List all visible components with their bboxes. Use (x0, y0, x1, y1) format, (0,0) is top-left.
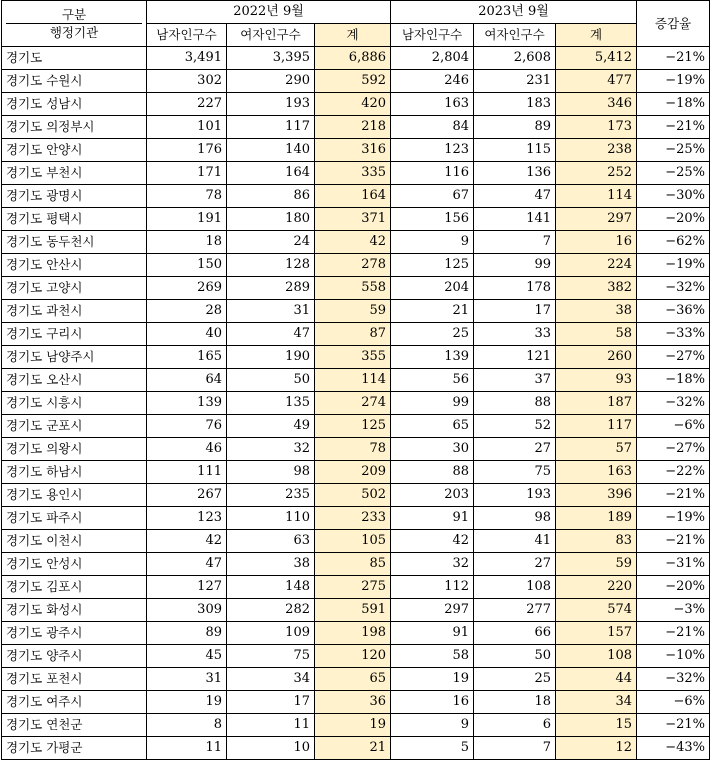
cell-male-2023: 204 (391, 277, 474, 300)
cell-male-2023: 65 (391, 415, 474, 438)
cell-female-2022: 135 (227, 392, 315, 415)
cell-total-2022: 85 (315, 553, 391, 576)
cell-male-2022: 269 (147, 277, 227, 300)
cell-change-rate: −36% (637, 300, 710, 323)
cell-male-2023: 297 (391, 599, 474, 622)
cell-total-2023: 157 (556, 622, 637, 645)
table-row (2, 668, 710, 691)
cell-total-2023: 220 (556, 576, 637, 599)
cell-total-2022: 59 (315, 300, 391, 323)
cell-female-2023: 2,608 (474, 47, 556, 70)
cell-total-2023: 163 (556, 461, 637, 484)
header-row-1 (2, 1, 710, 24)
cell-agency: 경기도 하남시 (2, 461, 147, 484)
cell-total-2023: 5,412 (556, 47, 637, 70)
table-row (2, 392, 710, 415)
cell-total-2022: 275 (315, 576, 391, 599)
cell-female-2023: 115 (474, 139, 556, 162)
cell-female-2022: 98 (227, 461, 315, 484)
cell-male-2022: 28 (147, 300, 227, 323)
cell-total-2023: 114 (556, 185, 637, 208)
cell-male-2023: 91 (391, 622, 474, 645)
cell-total-2022: 105 (315, 530, 391, 553)
cell-female-2022: 63 (227, 530, 315, 553)
cell-agency: 경기도 의왕시 (2, 438, 147, 461)
cell-change-rate: −6% (637, 691, 710, 714)
cell-agency: 경기도 광주시 (2, 622, 147, 645)
cell-total-2022: 233 (315, 507, 391, 530)
cell-change-rate: −27% (637, 346, 710, 369)
cell-total-2022: 36 (315, 691, 391, 714)
cell-male-2022: 40 (147, 323, 227, 346)
cell-total-2023: 382 (556, 277, 637, 300)
cell-male-2022: 171 (147, 162, 227, 185)
cell-agency: 경기도 남양주시 (2, 346, 147, 369)
table-row (2, 116, 710, 139)
cell-agency: 경기도 연천군 (2, 714, 147, 737)
cell-female-2023: 6 (474, 714, 556, 737)
table-row (2, 139, 710, 162)
cell-male-2022: 165 (147, 346, 227, 369)
cell-change-rate: −18% (637, 93, 710, 116)
cell-change-rate: −3% (637, 599, 710, 622)
cell-female-2023: 193 (474, 484, 556, 507)
cell-male-2022: 64 (147, 369, 227, 392)
table-row (2, 691, 710, 714)
cell-male-2023: 25 (391, 323, 474, 346)
cell-total-2022: 274 (315, 392, 391, 415)
cell-male-2023: 163 (391, 93, 474, 116)
cell-change-rate: −21% (637, 714, 710, 737)
cell-agency: 경기도 이천시 (2, 530, 147, 553)
cell-total-2022: 371 (315, 208, 391, 231)
table-row (2, 277, 710, 300)
cell-female-2022: 128 (227, 254, 315, 277)
cell-female-2023: 277 (474, 599, 556, 622)
cell-female-2022: 110 (227, 507, 315, 530)
cell-change-rate: −27% (637, 438, 710, 461)
table-row (2, 346, 710, 369)
cell-total-2022: 21 (315, 737, 391, 760)
cell-male-2023: 58 (391, 645, 474, 668)
cell-female-2023: 27 (474, 438, 556, 461)
cell-total-2023: 34 (556, 691, 637, 714)
cell-total-2022: 420 (315, 93, 391, 116)
cell-change-rate: −32% (637, 277, 710, 300)
cell-male-2022: 139 (147, 392, 227, 415)
cell-male-2022: 42 (147, 530, 227, 553)
cell-female-2022: 24 (227, 231, 315, 254)
cell-total-2022: 591 (315, 599, 391, 622)
cell-female-2022: 117 (227, 116, 315, 139)
cell-change-rate: −21% (637, 530, 710, 553)
cell-agency: 경기도 부천시 (2, 162, 147, 185)
cell-female-2022: 282 (227, 599, 315, 622)
cell-male-2022: 227 (147, 93, 227, 116)
cell-total-2023: 16 (556, 231, 637, 254)
cell-change-rate: −25% (637, 162, 710, 185)
cell-female-2023: 231 (474, 70, 556, 93)
table-row (2, 461, 710, 484)
table-row (2, 185, 710, 208)
cell-female-2022: 11 (227, 714, 315, 737)
cell-total-2022: 65 (315, 668, 391, 691)
table-row (2, 507, 710, 530)
cell-change-rate: −20% (637, 208, 710, 231)
cell-female-2023: 88 (474, 392, 556, 415)
cell-male-2023: 125 (391, 254, 474, 277)
cell-female-2022: 109 (227, 622, 315, 645)
cell-total-2023: 117 (556, 415, 637, 438)
cell-agency: 경기도 평택시 (2, 208, 147, 231)
cell-male-2023: 19 (391, 668, 474, 691)
cell-male-2022: 45 (147, 645, 227, 668)
table-row (2, 530, 710, 553)
cell-male-2023: 42 (391, 530, 474, 553)
header-2023: 2023년 9월 (391, 1, 637, 24)
cell-change-rate: −30% (637, 185, 710, 208)
cell-change-rate: −21% (637, 622, 710, 645)
cell-change-rate: −62% (637, 231, 710, 254)
cell-male-2023: 84 (391, 116, 474, 139)
cell-male-2022: 111 (147, 461, 227, 484)
cell-total-2023: 260 (556, 346, 637, 369)
cell-agency: 경기도 김포시 (2, 576, 147, 599)
cell-total-2023: 346 (556, 93, 637, 116)
cell-male-2023: 67 (391, 185, 474, 208)
cell-female-2023: 27 (474, 553, 556, 576)
cell-agency: 경기도 양주시 (2, 645, 147, 668)
cell-total-2022: 6,886 (315, 47, 391, 70)
cell-female-2022: 148 (227, 576, 315, 599)
cell-female-2023: 37 (474, 369, 556, 392)
cell-total-2023: 238 (556, 139, 637, 162)
header-total-2023: 계 (556, 24, 637, 47)
cell-total-2023: 83 (556, 530, 637, 553)
cell-male-2022: 123 (147, 507, 227, 530)
table-row (2, 484, 710, 507)
cell-agency: 경기도 수원시 (2, 70, 147, 93)
cell-change-rate: −31% (637, 553, 710, 576)
cell-female-2022: 235 (227, 484, 315, 507)
cell-female-2023: 25 (474, 668, 556, 691)
cell-male-2023: 203 (391, 484, 474, 507)
cell-change-rate: −20% (637, 576, 710, 599)
header-total-2022: 계 (315, 24, 391, 47)
header-female-2022: 여자인구수 (227, 24, 315, 47)
table-row (2, 254, 710, 277)
cell-total-2022: 164 (315, 185, 391, 208)
cell-female-2023: 89 (474, 116, 556, 139)
cell-change-rate: −10% (637, 645, 710, 668)
cell-agency: 경기도 용인시 (2, 484, 147, 507)
cell-male-2023: 2,804 (391, 47, 474, 70)
cell-female-2022: 3,395 (227, 47, 315, 70)
cell-female-2023: 18 (474, 691, 556, 714)
cell-agency: 경기도 파주시 (2, 507, 147, 530)
cell-change-rate: −33% (637, 323, 710, 346)
cell-male-2022: 46 (147, 438, 227, 461)
cell-total-2023: 44 (556, 668, 637, 691)
cell-female-2023: 7 (474, 737, 556, 760)
cell-female-2022: 86 (227, 185, 315, 208)
cell-male-2022: 31 (147, 668, 227, 691)
cell-total-2023: 477 (556, 70, 637, 93)
cell-total-2023: 93 (556, 369, 637, 392)
cell-female-2023: 52 (474, 415, 556, 438)
cell-total-2023: 252 (556, 162, 637, 185)
cell-change-rate: −21% (637, 47, 710, 70)
cell-total-2022: 78 (315, 438, 391, 461)
cell-male-2022: 18 (147, 231, 227, 254)
cell-male-2022: 8 (147, 714, 227, 737)
cell-female-2023: 121 (474, 346, 556, 369)
cell-total-2022: 558 (315, 277, 391, 300)
cell-male-2023: 246 (391, 70, 474, 93)
cell-total-2022: 335 (315, 162, 391, 185)
cell-female-2022: 31 (227, 300, 315, 323)
cell-agency: 경기도 성남시 (2, 93, 147, 116)
header-category-agency (2, 1, 147, 47)
cell-female-2023: 41 (474, 530, 556, 553)
cell-total-2022: 87 (315, 323, 391, 346)
cell-male-2022: 78 (147, 185, 227, 208)
cell-female-2022: 47 (227, 323, 315, 346)
cell-female-2022: 75 (227, 645, 315, 668)
cell-total-2023: 189 (556, 507, 637, 530)
table-row (2, 70, 710, 93)
cell-male-2023: 56 (391, 369, 474, 392)
cell-female-2022: 38 (227, 553, 315, 576)
cell-female-2023: 17 (474, 300, 556, 323)
cell-male-2022: 19 (147, 691, 227, 714)
cell-total-2022: 209 (315, 461, 391, 484)
cell-female-2023: 183 (474, 93, 556, 116)
table-row (2, 645, 710, 668)
cell-agency: 경기도 군포시 (2, 415, 147, 438)
cell-agency: 경기도 (2, 47, 147, 70)
cell-female-2022: 49 (227, 415, 315, 438)
cell-female-2022: 140 (227, 139, 315, 162)
cell-male-2022: 89 (147, 622, 227, 645)
table-row (2, 714, 710, 737)
cell-male-2023: 30 (391, 438, 474, 461)
cell-total-2022: 198 (315, 622, 391, 645)
cell-change-rate: −6% (637, 415, 710, 438)
header-category: 구분 (6, 6, 142, 24)
cell-total-2022: 502 (315, 484, 391, 507)
cell-total-2023: 224 (556, 254, 637, 277)
cell-male-2022: 150 (147, 254, 227, 277)
cell-male-2023: 156 (391, 208, 474, 231)
cell-female-2023: 178 (474, 277, 556, 300)
cell-male-2022: 191 (147, 208, 227, 231)
table-row (2, 300, 710, 323)
cell-total-2023: 396 (556, 484, 637, 507)
cell-change-rate: −21% (637, 116, 710, 139)
table-row (2, 162, 710, 185)
cell-male-2023: 16 (391, 691, 474, 714)
cell-male-2022: 101 (147, 116, 227, 139)
cell-total-2022: 19 (315, 714, 391, 737)
table-row (2, 369, 710, 392)
cell-male-2022: 302 (147, 70, 227, 93)
cell-total-2022: 278 (315, 254, 391, 277)
table-row (2, 737, 710, 760)
cell-female-2023: 33 (474, 323, 556, 346)
cell-change-rate: −21% (637, 484, 710, 507)
cell-total-2023: 297 (556, 208, 637, 231)
cell-male-2022: 309 (147, 599, 227, 622)
cell-total-2023: 108 (556, 645, 637, 668)
cell-male-2022: 267 (147, 484, 227, 507)
cell-male-2023: 99 (391, 392, 474, 415)
header-female-2023: 여자인구수 (474, 24, 556, 47)
table-row (2, 231, 710, 254)
cell-female-2022: 180 (227, 208, 315, 231)
table-row (2, 622, 710, 645)
cell-male-2022: 127 (147, 576, 227, 599)
population-table (1, 0, 710, 760)
cell-total-2023: 574 (556, 599, 637, 622)
cell-male-2023: 21 (391, 300, 474, 323)
cell-female-2022: 10 (227, 737, 315, 760)
cell-male-2022: 76 (147, 415, 227, 438)
cell-male-2023: 139 (391, 346, 474, 369)
header-male-2022: 남자인구수 (147, 24, 227, 47)
cell-change-rate: −19% (637, 507, 710, 530)
table-row (2, 553, 710, 576)
cell-female-2023: 7 (474, 231, 556, 254)
cell-female-2022: 50 (227, 369, 315, 392)
cell-female-2022: 290 (227, 70, 315, 93)
cell-change-rate: −25% (637, 139, 710, 162)
cell-male-2023: 88 (391, 461, 474, 484)
cell-change-rate: −19% (637, 70, 710, 93)
cell-total-2023: 187 (556, 392, 637, 415)
header-change-rate: 증감율 (637, 1, 710, 47)
cell-total-2023: 12 (556, 737, 637, 760)
cell-total-2023: 59 (556, 553, 637, 576)
cell-agency: 경기도 안산시 (2, 254, 147, 277)
cell-male-2022: 11 (147, 737, 227, 760)
cell-agency: 경기도 가평군 (2, 737, 147, 760)
cell-total-2022: 120 (315, 645, 391, 668)
cell-change-rate: −43% (637, 737, 710, 760)
table-row (2, 599, 710, 622)
header-agency: 행정기관 (49, 24, 99, 40)
cell-female-2023: 141 (474, 208, 556, 231)
cell-total-2023: 58 (556, 323, 637, 346)
cell-female-2023: 66 (474, 622, 556, 645)
cell-total-2023: 38 (556, 300, 637, 323)
cell-female-2023: 50 (474, 645, 556, 668)
cell-male-2023: 112 (391, 576, 474, 599)
cell-agency: 경기도 여주시 (2, 691, 147, 714)
cell-total-2023: 57 (556, 438, 637, 461)
cell-change-rate: −22% (637, 461, 710, 484)
cell-female-2022: 193 (227, 93, 315, 116)
cell-male-2023: 9 (391, 714, 474, 737)
cell-male-2022: 176 (147, 139, 227, 162)
cell-male-2022: 3,491 (147, 47, 227, 70)
cell-female-2023: 75 (474, 461, 556, 484)
header-male-2023: 남자인구수 (391, 24, 474, 47)
cell-total-2022: 42 (315, 231, 391, 254)
cell-male-2022: 47 (147, 553, 227, 576)
cell-total-2023: 15 (556, 714, 637, 737)
cell-agency: 경기도 고양시 (2, 277, 147, 300)
cell-female-2022: 17 (227, 691, 315, 714)
cell-female-2022: 190 (227, 346, 315, 369)
cell-male-2023: 9 (391, 231, 474, 254)
cell-agency: 경기도 안성시 (2, 553, 147, 576)
header-2022: 2022년 9월 (147, 1, 391, 24)
cell-total-2022: 316 (315, 139, 391, 162)
cell-change-rate: −32% (637, 668, 710, 691)
cell-agency: 경기도 의정부시 (2, 116, 147, 139)
cell-agency: 경기도 포천시 (2, 668, 147, 691)
table-row (2, 208, 710, 231)
cell-agency: 경기도 구리시 (2, 323, 147, 346)
cell-total-2023: 173 (556, 116, 637, 139)
cell-total-2022: 125 (315, 415, 391, 438)
table-row (2, 323, 710, 346)
cell-agency: 경기도 시흥시 (2, 392, 147, 415)
cell-female-2023: 136 (474, 162, 556, 185)
cell-change-rate: −19% (637, 254, 710, 277)
cell-female-2022: 32 (227, 438, 315, 461)
cell-male-2023: 32 (391, 553, 474, 576)
cell-agency: 경기도 안양시 (2, 139, 147, 162)
table-row (2, 438, 710, 461)
cell-total-2022: 218 (315, 116, 391, 139)
cell-female-2023: 98 (474, 507, 556, 530)
cell-agency: 경기도 오산시 (2, 369, 147, 392)
cell-total-2022: 592 (315, 70, 391, 93)
cell-change-rate: −18% (637, 369, 710, 392)
table-row (2, 93, 710, 116)
cell-female-2022: 164 (227, 162, 315, 185)
cell-male-2023: 116 (391, 162, 474, 185)
cell-female-2023: 108 (474, 576, 556, 599)
table-row (2, 47, 710, 70)
cell-female-2022: 289 (227, 277, 315, 300)
cell-female-2023: 47 (474, 185, 556, 208)
cell-male-2023: 123 (391, 139, 474, 162)
cell-agency: 경기도 광명시 (2, 185, 147, 208)
cell-agency: 경기도 화성시 (2, 599, 147, 622)
cell-male-2023: 91 (391, 507, 474, 530)
table-row (2, 415, 710, 438)
cell-female-2022: 34 (227, 668, 315, 691)
cell-male-2023: 5 (391, 737, 474, 760)
cell-agency: 경기도 동두천시 (2, 231, 147, 254)
table-row (2, 576, 710, 599)
cell-total-2022: 355 (315, 346, 391, 369)
cell-female-2023: 99 (474, 254, 556, 277)
cell-change-rate: −32% (637, 392, 710, 415)
cell-total-2022: 114 (315, 369, 391, 392)
cell-agency: 경기도 과천시 (2, 300, 147, 323)
